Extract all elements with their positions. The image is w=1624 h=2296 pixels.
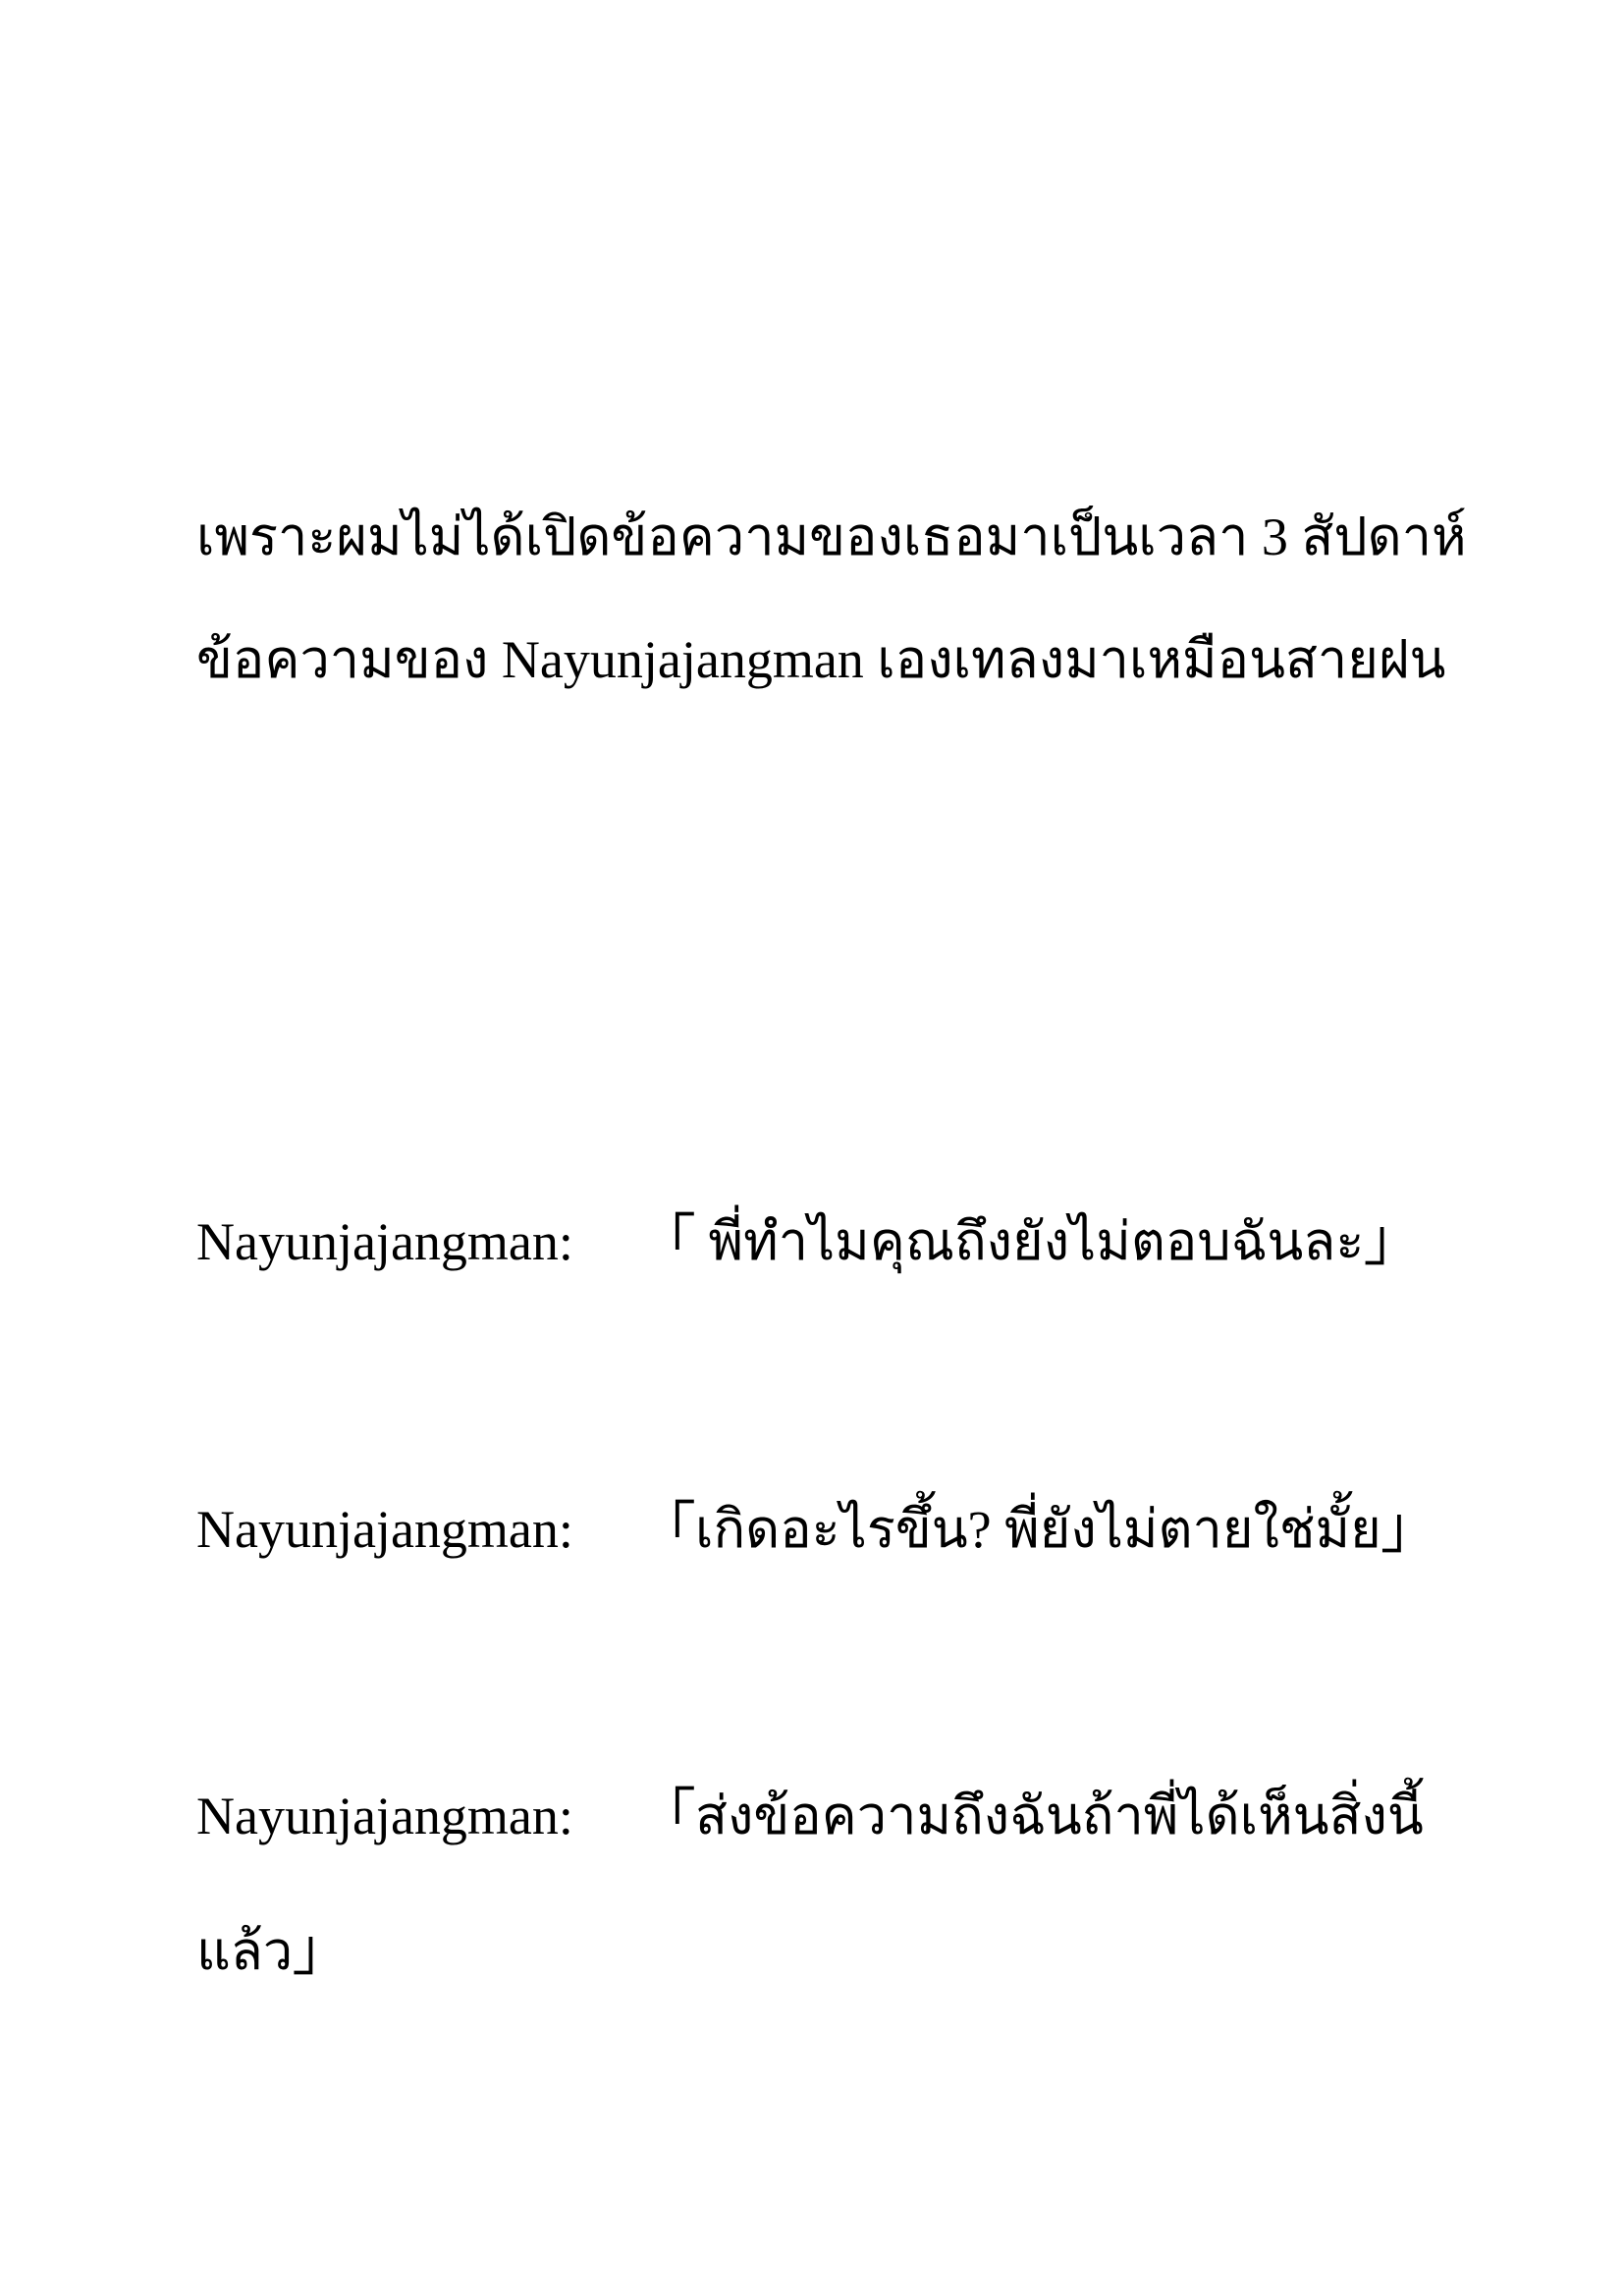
- close-bracket: 」: [1364, 1209, 1420, 1273]
- chat-message-3: [196, 1784, 1424, 1847]
- message-text: ส่งข้อความถึงฉันถ้าพี่ได้เห็นสิ่งนี้: [695, 1787, 1424, 1845]
- narration-line-1: เพราะผมไม่ได้เปิดข้อความของเธอมาเป็นเวลา 3 สัปดาห์: [196, 507, 1467, 566]
- message-speaker: Nayunjajangman:: [196, 1212, 573, 1271]
- message-speaker: Nayunjajangman:: [196, 1500, 573, 1559]
- narration-line-2: ข้อความของ Nayunjajangman เองเทลงมาเหมือนสายฝน: [196, 630, 1446, 689]
- message-text: พี่ทำไมคุณถึงยังไม่ตอบฉันละ: [695, 1212, 1365, 1271]
- chat-message-1: [196, 1209, 1420, 1273]
- message-text-continued: แล้ว: [196, 1922, 294, 1981]
- message-speaker: Nayunjajangman:: [196, 1787, 573, 1845]
- chat-message-3-continuation: [196, 1919, 349, 1983]
- close-bracket: 」: [293, 1919, 349, 1983]
- chat-message-2: [196, 1497, 1436, 1561]
- message-text: เกิดอะไรขึ้น? พี่ยังไม่ตายใช่มั้ย: [695, 1500, 1381, 1559]
- open-bracket: 「: [640, 1497, 695, 1561]
- open-bracket: 「: [640, 1209, 695, 1273]
- open-bracket: 「: [640, 1784, 695, 1847]
- close-bracket: 」: [1380, 1497, 1436, 1561]
